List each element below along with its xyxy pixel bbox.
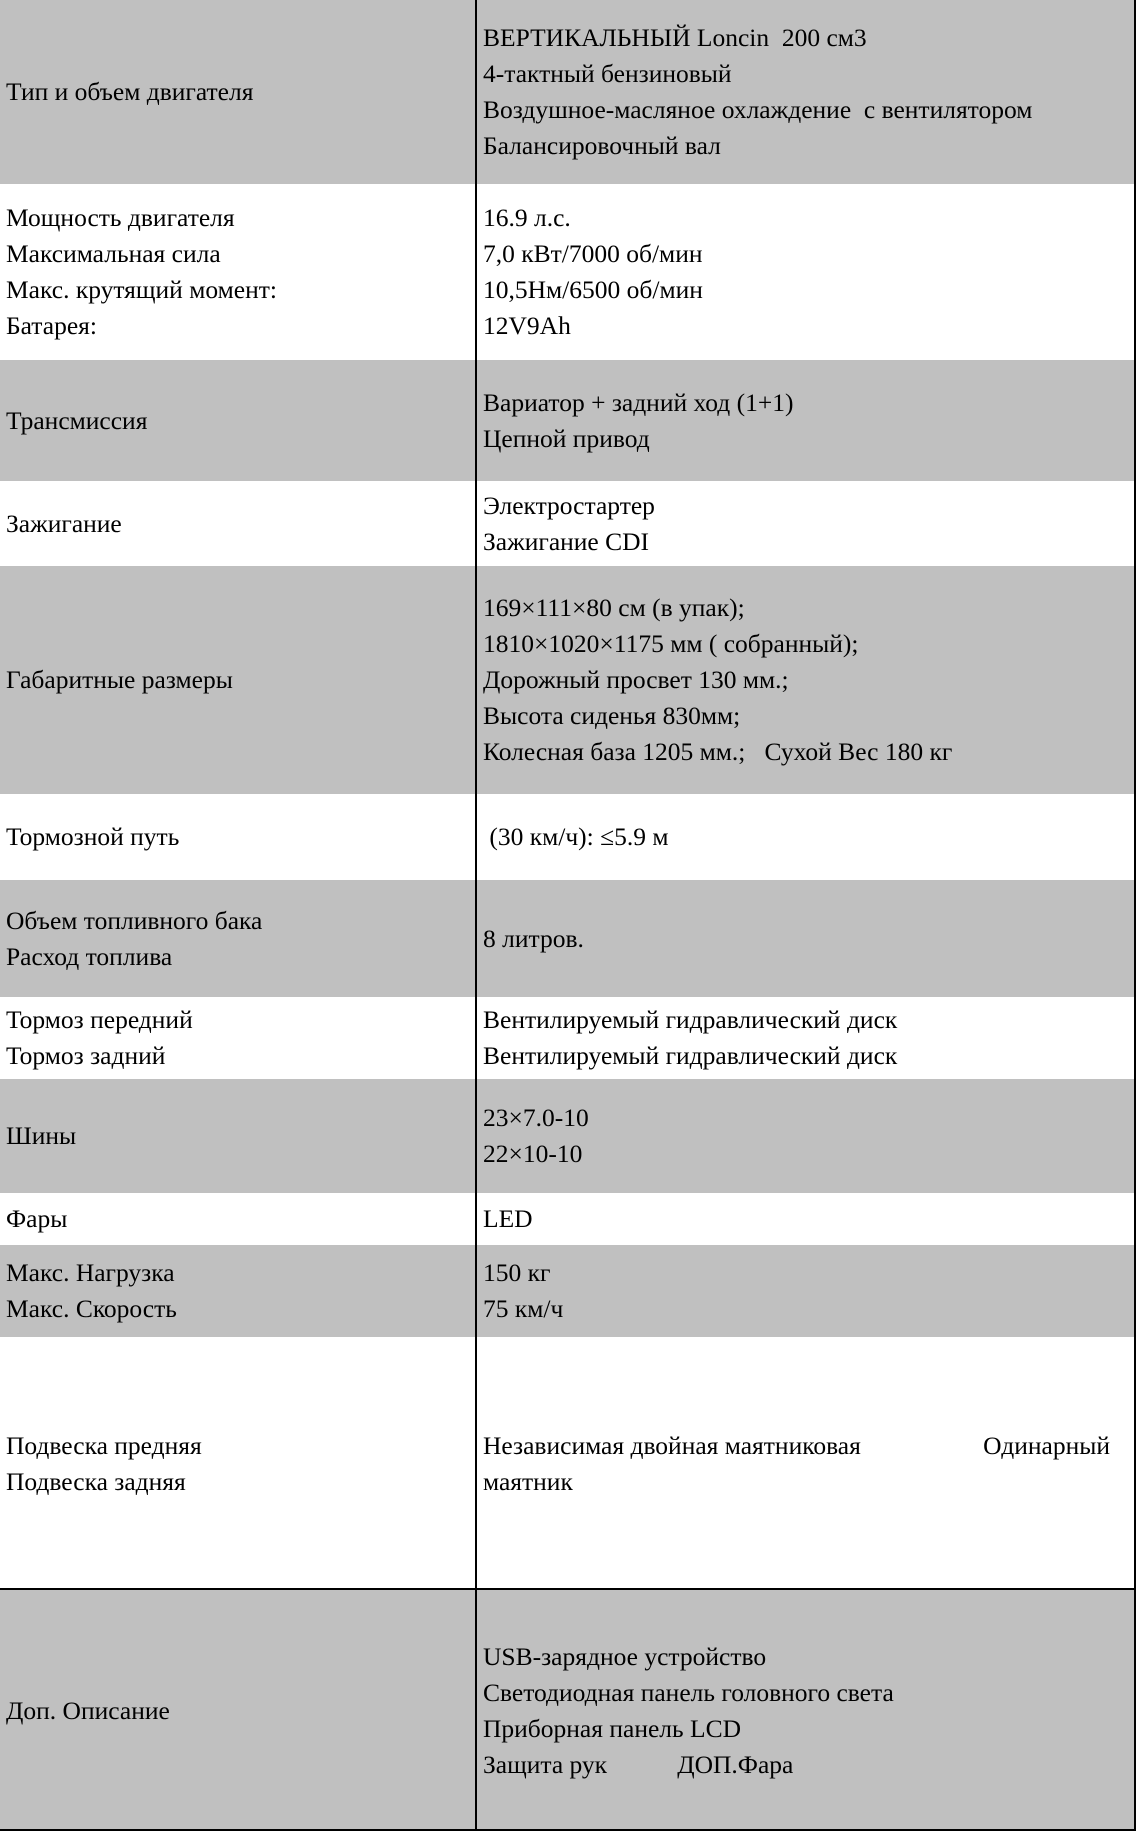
spec-value-justified (483, 1428, 1130, 1464)
spec-value-cell (476, 184, 1136, 360)
spec-value: Электростартер (483, 490, 655, 520)
spec-label: Габаритные размеры (6, 665, 233, 694)
spec-value: Защита рук ДОП.Фара (483, 1749, 794, 1779)
spec-value: Высота сиденья 830мм; (483, 701, 741, 730)
spec-value: 75 км/ч (483, 1294, 564, 1323)
spec-label-cell (0, 1245, 476, 1337)
spec-value: 23×7.0-10 (483, 1103, 589, 1132)
table-row (0, 481, 1136, 566)
spec-label: Подвеска задняя (6, 1466, 186, 1496)
spec-value-cell (476, 1245, 1136, 1337)
spec-label: Максимальная сила (6, 239, 221, 268)
spec-value: Балансировочный вал (483, 131, 721, 160)
spec-value: 12V9Ah (483, 311, 571, 340)
spec-label-cell (0, 1193, 476, 1245)
row-divider (0, 1588, 1136, 1590)
table-row (0, 1245, 1136, 1337)
spec-value: Дорожный просвет 130 мм.; (483, 665, 789, 694)
table-row (0, 0, 1136, 184)
spec-value: Зажигание CDI (483, 526, 650, 556)
spec-label: Зажигание (6, 508, 122, 538)
spec-value: Цепной привод (483, 423, 650, 453)
spec-label: Шины (6, 1121, 77, 1150)
spec-label: Тормозной путь (6, 822, 180, 851)
spec-value: маятник (483, 1466, 573, 1496)
spec-value-cell (476, 794, 1136, 880)
spec-value-cell (476, 997, 1136, 1079)
table-row (0, 1590, 1136, 1831)
spec-label: Трансмиссия (6, 405, 148, 435)
spec-value: Вариатор + задний ход (1+1) (483, 387, 794, 417)
spec-value: Светодиодная панель головного света (483, 1677, 894, 1707)
spec-label: Доп. Описание (6, 1695, 170, 1725)
spec-label-cell (0, 880, 476, 997)
spec-label: Тормоз передний (6, 1005, 193, 1034)
spec-value: Независимая двойная маятниковая (483, 1430, 861, 1460)
table-row (0, 1193, 1136, 1245)
spec-value: Приборная панель LCD (483, 1713, 742, 1743)
spec-label-cell (0, 997, 476, 1079)
spec-value: USB-зарядное устройство (483, 1641, 767, 1671)
spec-label: Батарея: (6, 311, 97, 340)
spec-value: 16.9 л.с. (483, 203, 571, 232)
table-row (0, 1337, 1136, 1590)
spec-value: 150 кг (483, 1258, 551, 1287)
spec-value-cell (476, 566, 1136, 794)
table-row (0, 997, 1136, 1079)
table-row (0, 1079, 1136, 1193)
spec-value-cell (476, 880, 1136, 997)
spec-value: ВЕРТИКАЛЬНЫЙ Loncin 200 см3 (483, 23, 867, 52)
spec-value: 4-тактный бензиновый (483, 59, 732, 88)
table-row (0, 360, 1136, 481)
spec-value-cell (476, 360, 1136, 481)
spec-label-cell (0, 1079, 476, 1193)
spec-label: Тип и объем двигателя (6, 77, 254, 106)
spec-label-cell (0, 184, 476, 360)
table-row (0, 794, 1136, 880)
spec-value: LED (483, 1204, 533, 1233)
spec-value-cell (476, 1193, 1136, 1245)
spec-value: 1810×1020×1175 мм ( собранный); (483, 629, 859, 658)
spec-value: Вентилируемый гидравлический диск (483, 1005, 898, 1034)
spec-label-cell (0, 1590, 476, 1831)
spec-value: 10,5Нм/6500 об/мин (483, 275, 703, 304)
spec-label-cell (0, 1337, 476, 1590)
table-row (0, 184, 1136, 360)
spec-value-cell (476, 0, 1136, 184)
spec-label: Макс. Нагрузка (6, 1258, 175, 1287)
spec-label: Мощность двигателя (6, 203, 235, 232)
spec-label: Подвеска предняя (6, 1430, 202, 1460)
spec-value: 7,0 кВт/7000 об/мин (483, 239, 703, 268)
spec-value: Одинарный (983, 1430, 1110, 1460)
spec-label: Расход топлива (6, 941, 173, 971)
spec-label-cell (0, 481, 476, 566)
spec-value-cell (476, 1079, 1136, 1193)
table-row (0, 566, 1136, 794)
spec-label: Фары (6, 1204, 68, 1233)
spec-label: Объем топливного бака (6, 905, 263, 935)
spec-value: Воздушное-масляное охлаждение с вентилятором (483, 95, 1033, 124)
spec-label: Макс. крутящий момент: (6, 275, 277, 304)
spec-value: (30 км/ч): ≤5.9 м (483, 822, 669, 851)
spec-label-cell (0, 566, 476, 794)
spec-label-cell (0, 794, 476, 880)
spec-value: 8 литров. (483, 923, 584, 953)
spec-value-cell (476, 1590, 1136, 1831)
spec-value: 169×111×80 см (в упак); (483, 593, 745, 622)
spec-value-cell (476, 1337, 1136, 1590)
spec-label: Тормоз задний (6, 1041, 166, 1070)
spec-label-cell (0, 360, 476, 481)
spec-value: Вентилируемый гидравлический диск (483, 1041, 898, 1070)
spec-value: 22×10-10 (483, 1139, 583, 1168)
spec-value: Колесная база 1205 мм.; Сухой Вес 180 кг (483, 737, 953, 766)
spec-value-cell (476, 481, 1136, 566)
table-row (0, 880, 1136, 997)
spec-label-cell (0, 0, 476, 184)
spec-label: Макс. Скорость (6, 1294, 177, 1323)
